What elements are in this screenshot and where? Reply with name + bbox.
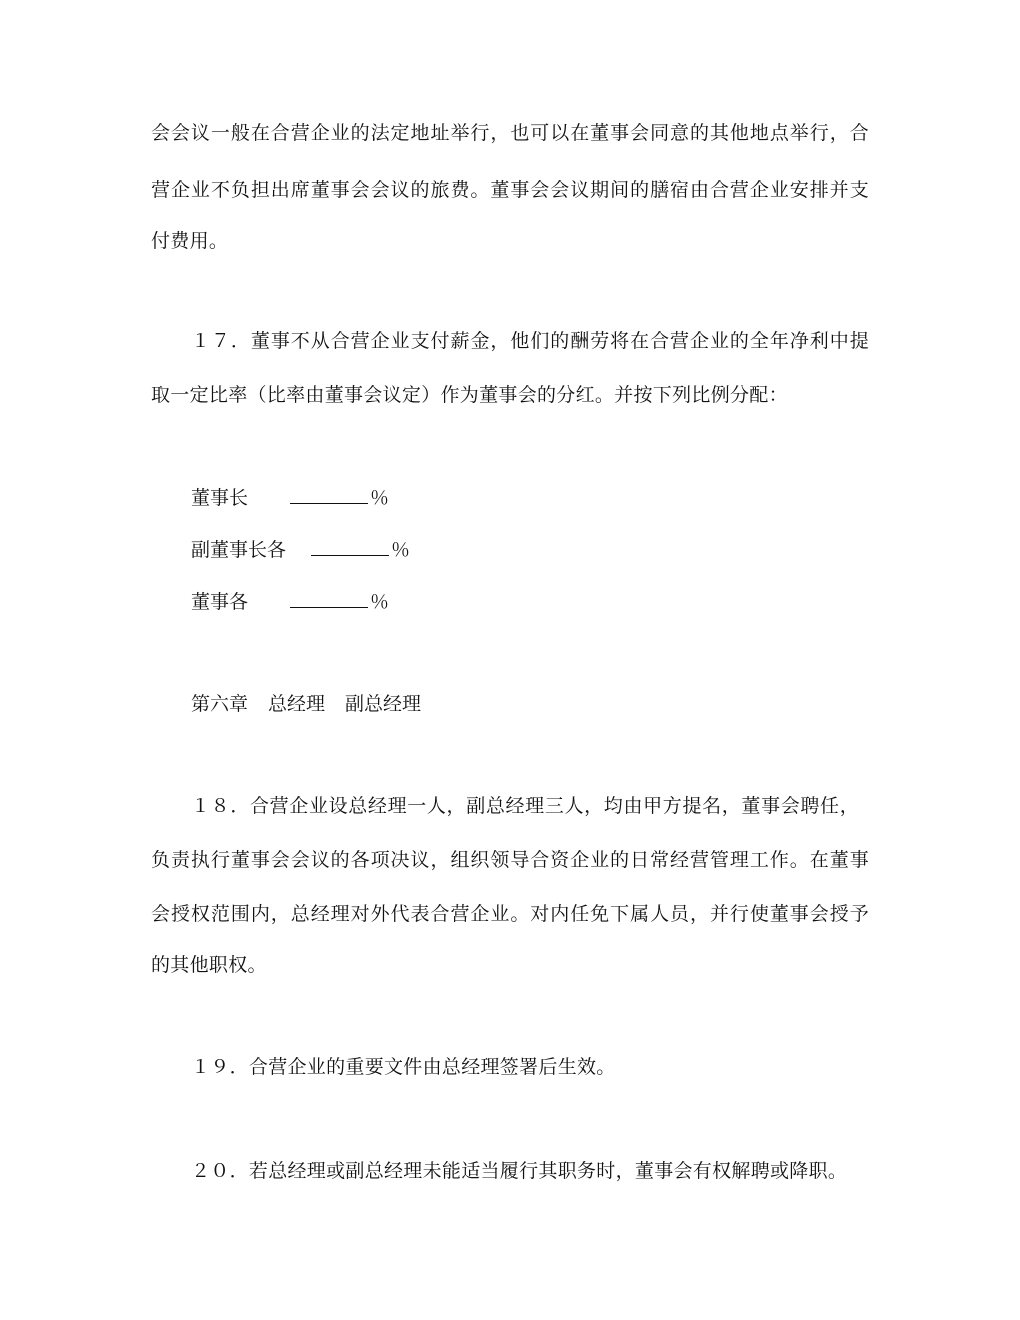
- chapter-title-part2: 副总经理: [345, 693, 422, 715]
- p16-line-2: 营企业不负担出席董事会会议的旅费。董事会会议期间的膳宿由合营企业安排并支: [151, 179, 869, 201]
- p20-line-1: ２０．若总经理或副总经理未能适当履行其职务时，董事会有权解聘或降职。: [191, 1160, 848, 1182]
- percent-sign: ％: [370, 487, 390, 509]
- p19-line-1: １９．合营企业的重要文件由总经理签署后生效。: [191, 1056, 616, 1078]
- percent-sign: ％: [391, 539, 411, 561]
- distribution-row-vice-chairman: [191, 536, 410, 563]
- p17-line-1: １７．董事不从合营企业支付薪金，他们的酬劳将在合营企业的全年净利中提: [191, 330, 869, 352]
- p17-line-2: 取一定比率（比率由董事会议定）作为董事会的分红。并按下列比例分配：: [151, 384, 788, 406]
- p16-line-3: 付费用。: [151, 230, 229, 252]
- distribution-label: 董事各: [191, 591, 249, 613]
- p16-line-1: 会会议一般在合营企业的法定地址举行，也可以在董事会同意的其他地点举行，合: [151, 122, 869, 144]
- blank-field: [290, 588, 368, 608]
- distribution-label: 副董事长各: [191, 539, 287, 561]
- blank-field: [290, 484, 368, 504]
- blank-field: [311, 536, 389, 556]
- chapter-title-part1: 总经理: [268, 693, 326, 715]
- distribution-row-director: [191, 588, 389, 615]
- distribution-label: 董事长: [191, 487, 249, 509]
- p18-line-2: 负责执行董事会会议的各项决议，组织领导合资企业的日常经营管理工作。在董事: [151, 849, 869, 871]
- p18-line-3: 会授权范围内，总经理对外代表合营企业。对内任免下属人员，并行使董事会授予: [151, 903, 869, 925]
- chapter-number: 第六章: [191, 693, 249, 715]
- distribution-row-chairman: [191, 484, 389, 511]
- p18-line-4: 的其他职权。: [151, 954, 267, 976]
- chapter-heading: [191, 691, 441, 717]
- p18-line-1: １８．合营企业设总经理一人，副总经理三人，均由甲方提名，董事会聘任，: [191, 795, 859, 817]
- percent-sign: ％: [370, 591, 390, 613]
